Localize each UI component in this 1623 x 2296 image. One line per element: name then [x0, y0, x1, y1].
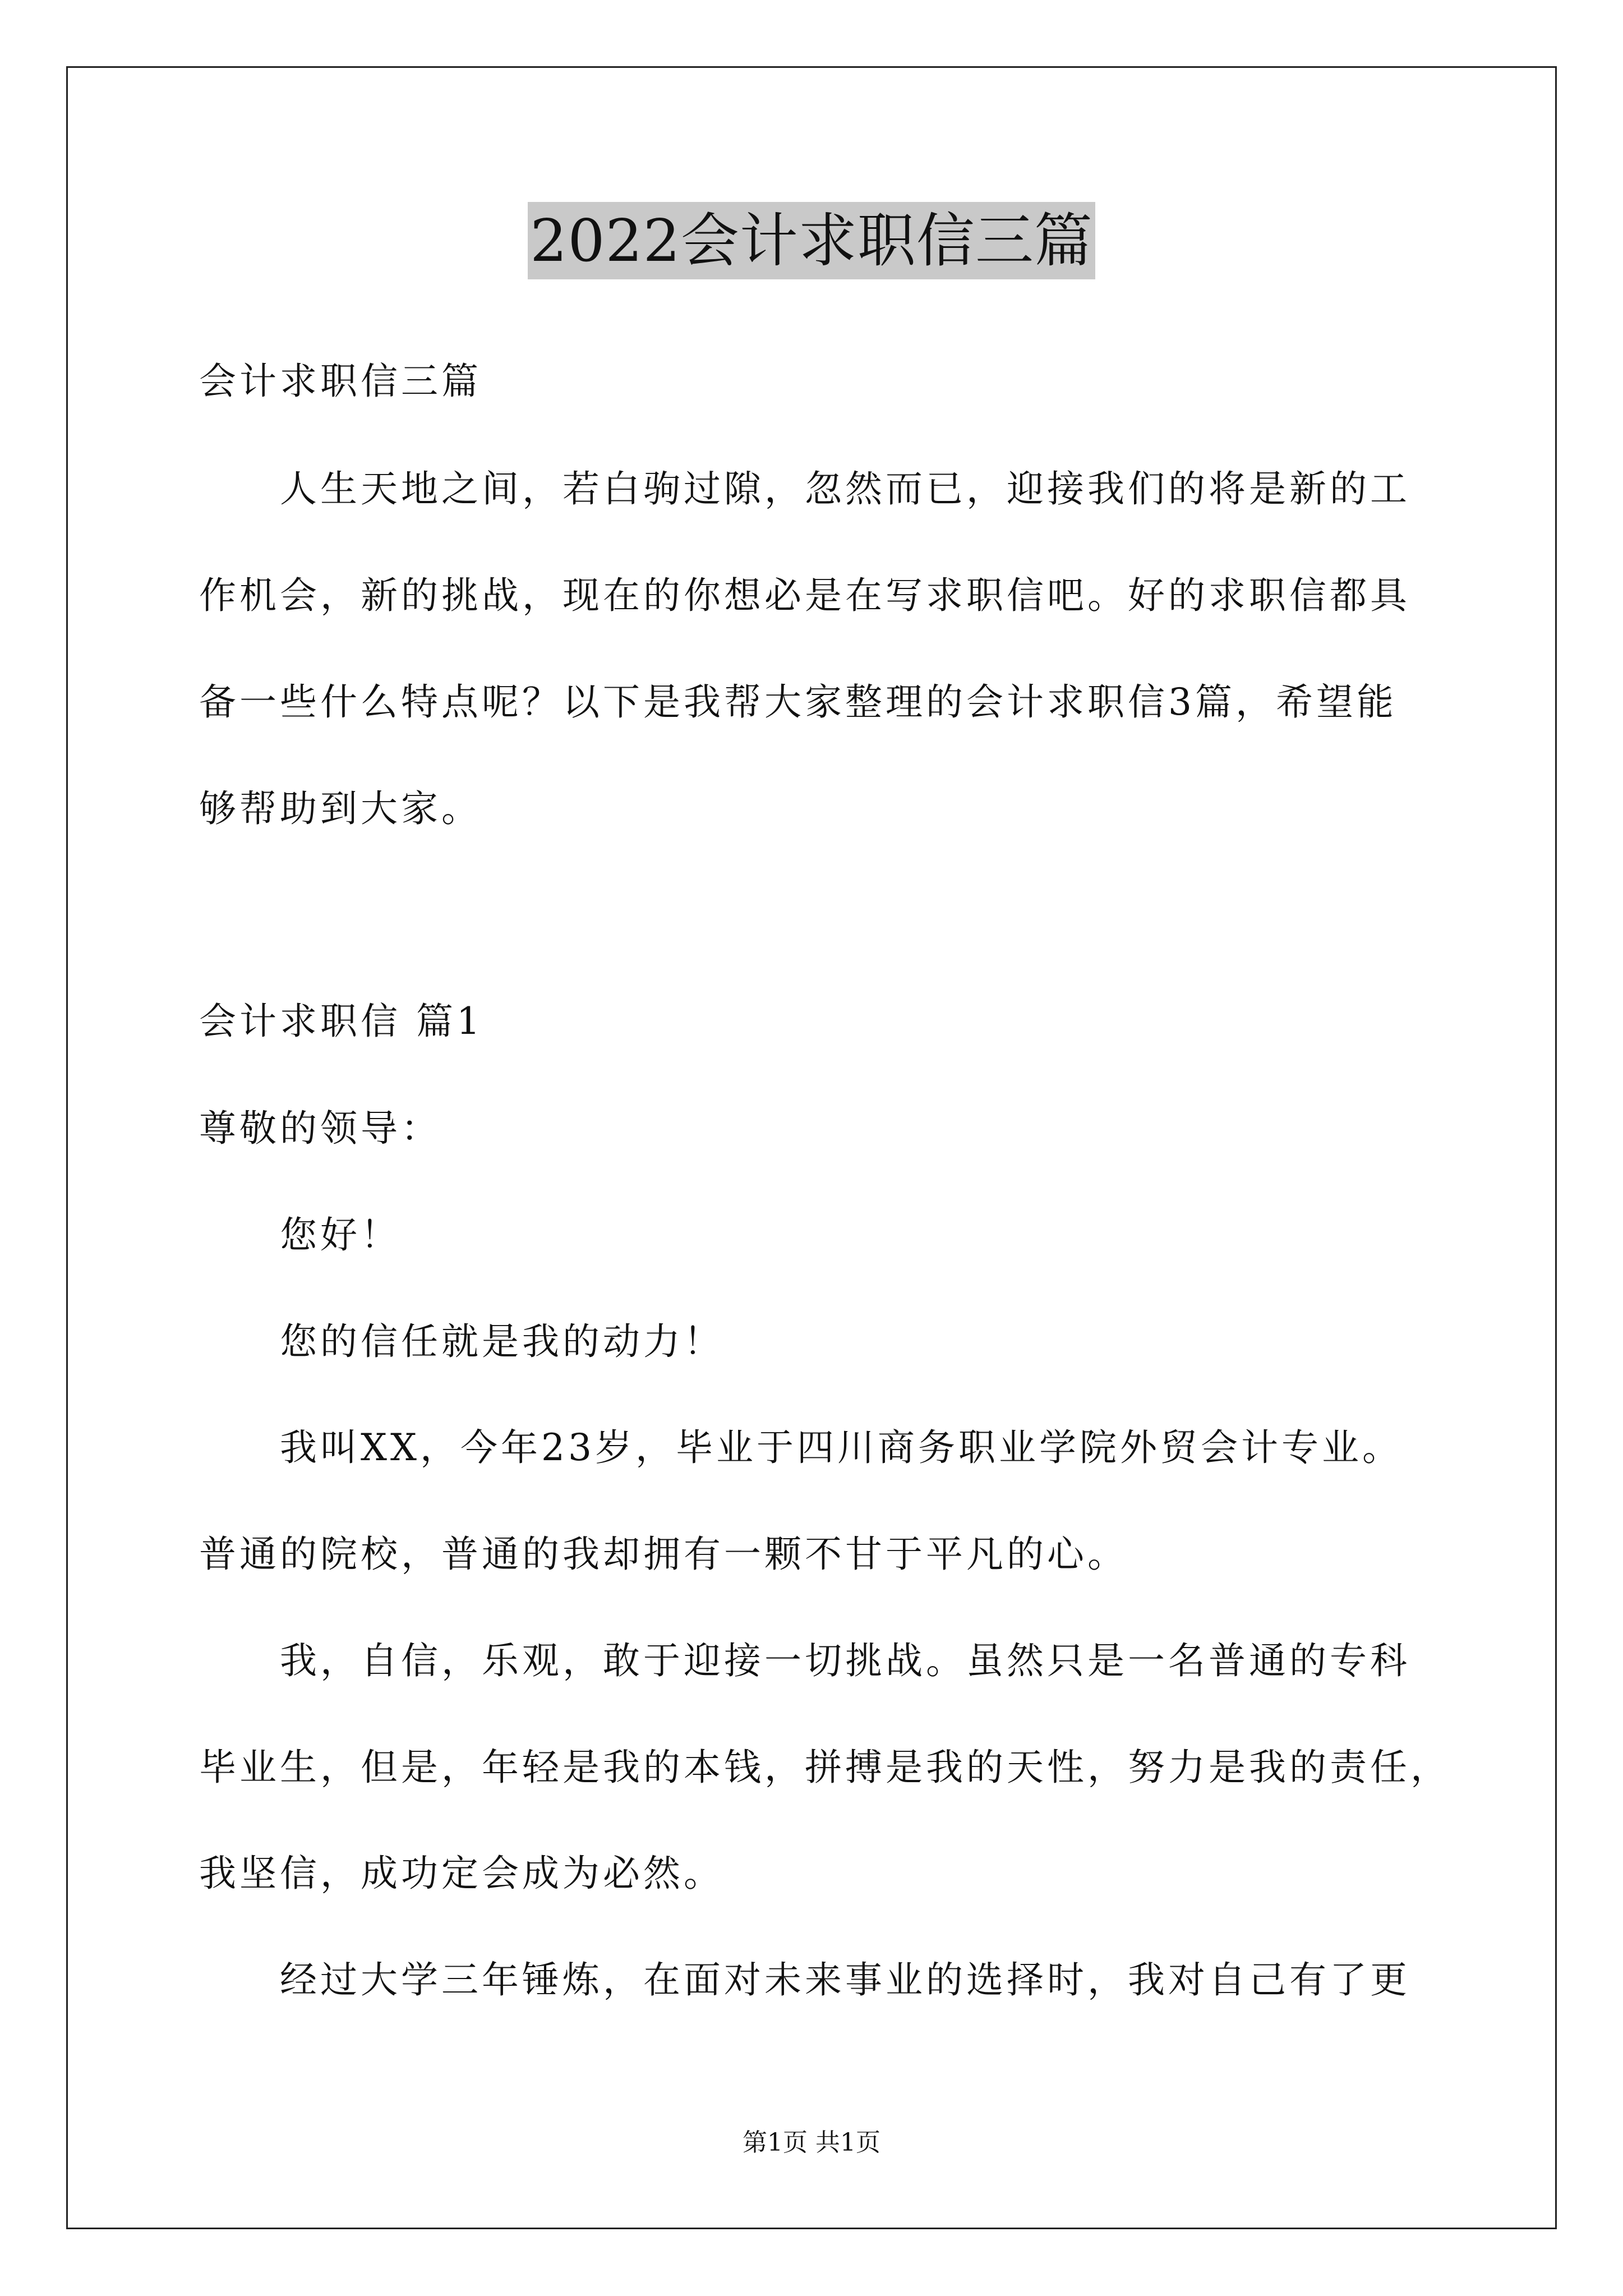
- section-heading: 会计求职信三篇: [199, 360, 482, 403]
- paragraph-line: 够帮助到大家。: [199, 787, 482, 830]
- paragraph-line: 我叫XX，今年23岁，毕业于四川商务职业学院外贸会计专业。: [280, 1426, 1403, 1469]
- title-container: [0, 202, 1623, 279]
- paragraph-line: 普通的院校，普通的我却拥有一颗不甘于平凡的心。: [199, 1533, 1128, 1576]
- page-footer: 第1页 共1页: [743, 2128, 880, 2157]
- paragraph-line: 您的信任就是我的动力！: [280, 1320, 724, 1363]
- paragraph-line: 我，自信，乐观，敢于迎接一切挑战。虽然只是一名普通的专科: [280, 1639, 1410, 1682]
- paragraph-line: 备一些什么特点呢？以下是我帮大家整理的会计求职信3篇，希望能: [199, 680, 1397, 724]
- letter-heading: 会计求职信 篇1: [199, 1000, 483, 1043]
- paragraph-line: 我坚信，成功定会成为必然。: [199, 1852, 724, 1895]
- document-title: 2022会计求职信三篇: [528, 202, 1095, 279]
- paragraph-line: 作机会，新的挑战，现在的你想必是在写求职信吧。好的求职信都具: [199, 574, 1410, 617]
- salutation: 尊敬的领导：: [199, 1107, 441, 1150]
- greeting: 您好！: [280, 1213, 401, 1257]
- paragraph-line: 毕业生，但是，年轻是我的本钱，拼搏是我的天性，努力是我的责任，: [199, 1746, 1451, 1789]
- paragraph-line: 经过大学三年锤炼，在面对未来事业的选择时，我对自己有了更: [280, 1958, 1410, 2001]
- paragraph-line: 人生天地之间，若白驹过隙，忽然而已，迎接我们的将是新的工: [280, 467, 1410, 510]
